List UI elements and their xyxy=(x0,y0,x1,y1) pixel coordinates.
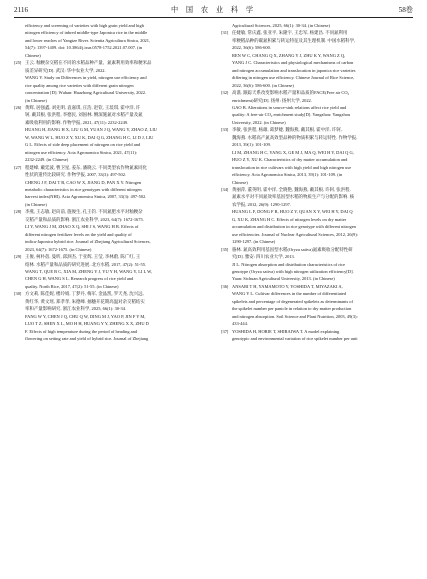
reference-entry xyxy=(221,283,413,328)
reference-line: 氮素水平对不同氮效率基因型水稻的物质生产与分配的影响. 核 xyxy=(232,194,355,200)
reference-line: quality. North Rice, 2017, 47(2): 51-55. (in Chinese) xyxy=(25,283,119,289)
reference-number: [29] xyxy=(14,254,22,260)
reference-line: University, 2022. (in Chinese) xyxy=(232,119,286,125)
reference-line: CHENG J F, DAI T B, CAO W X, JIANG D, PAN X Y. Nitrogen xyxy=(25,179,142,185)
reference-line: accumulation and distribution in rice genotype with different nitrogen xyxy=(232,224,356,230)
reference-line: and nitrogen accumulation and translocation in japonica rice varieties xyxy=(232,67,356,73)
reference-line: flowering on setting rate and yield of hybrid rice. Journal of Zhejiang xyxy=(25,336,149,342)
reference-line: 2232-2249. (in Chinese) xyxy=(25,157,69,163)
reference-line: 质差异研究[D]. 武汉: 华中农业大学, 2022. xyxy=(25,67,106,73)
reference-line: genotype (Oryza sativa) with high nitrogen utilization efficiency[D]. xyxy=(232,268,354,274)
reference-line: metabolic characteristics in rice genotypes with different nitrogen xyxy=(25,186,142,192)
reference-line: 交稻产量和品质的影响. 浙江农业科学, 2023, 64(7): 1672-1675. xyxy=(25,216,144,222)
reference-line: 性状的遗传比较研究. 作物学报, 2007, 33(3): 497-502. xyxy=(25,172,127,178)
reference-line: 李敏, 张洪程, 杨雄, 葛梦婕, 魏海燕, 戴其根, 霍中洋, 许轲, xyxy=(232,127,342,133)
reference-line: 黄红华, 黄文瑶, 郑孝孝, 朱德峰. 抽穗开花期高温对杂交稻结实 xyxy=(25,298,145,304)
header-rule xyxy=(14,17,413,18)
reference-line: LI M, ZHANG H C, YANG X, GE M J, MA Q, WEI H Y, DAI Q G, xyxy=(232,149,354,155)
reference-line: 2023, 64(7): 1672-1675. (in Chinese) xyxy=(25,246,92,252)
reference-entry xyxy=(221,29,413,89)
reference-line: 433-444. xyxy=(232,321,248,327)
reference-line: G, XU K, ZHANG H C. Effects of nitrogen levels on dry matter xyxy=(232,216,347,222)
reference-line: (in Chinese) xyxy=(25,201,47,207)
reference-line: 轲, 戴其根, 张洪程, 李德民, 刘国林. 侧深施氮对水稻产量及氮 xyxy=(25,112,143,118)
reference-line: Chinese) xyxy=(25,52,41,58)
reference-entry xyxy=(14,290,206,342)
reference-line: different nitrogen fertilizer levels on the yield and quality of xyxy=(25,231,132,237)
reference-entry xyxy=(14,164,206,209)
reference-line: LI Y, WANG J M, ZHAO X Q, SHI J S, WANG H B. Effects of xyxy=(25,224,139,230)
reference-entry xyxy=(14,208,206,253)
reference-entry xyxy=(221,328,413,343)
reference-line: efficiency. Acta Agronomica Sinica, 2013, 39(1): 101-109. (in xyxy=(232,172,343,178)
reference-line: HUANG L F, DONG F R, HUO Z Y, QUAN X Y, WEI H Y, DAI Q xyxy=(232,209,353,215)
reference-line: CHEN G H, WANG S L. Research progress of rice yield and xyxy=(25,276,134,282)
reference-line: the spikelet number per panicle in relation to dry matter production xyxy=(232,306,352,312)
reference-number: [36] xyxy=(221,283,229,289)
reference-line: 绍林. 水稻产量和品质的研究进展. 北方水稻, 2017, 47(2): 51-55. xyxy=(25,261,147,267)
reference-line: YANG J C. Characteristics and physiological mechanisms of carbon xyxy=(232,60,354,66)
reference-number: [30] xyxy=(14,291,22,297)
reference-line: and nitrogen absorption. Soil Science and Plant Nutrition, 2003, 49(3): xyxy=(232,313,358,319)
reference-line: LUO T Z, SHEN X L, MO H H, HUANG Y Y, ZHENG X X, ZHU D xyxy=(25,321,149,327)
reference-line: JI L. Nitrogen absorption and distribution characteristics of rice xyxy=(232,261,346,267)
reference-line: 魏海燕. 水稻高产氮高效型品种的物质积累与转运特性. 作物学报, xyxy=(232,134,358,140)
reference-line: concentration [D]. Wuhan: Huazhong Agricultural University, 2022. xyxy=(25,90,147,96)
reference-line: Chinese) xyxy=(232,179,248,185)
reference-entry xyxy=(14,104,206,164)
reference-line: ANSARI T H, YAMAMOTO Y, YOSHIDA T, MIYAZAKI A, xyxy=(232,283,343,289)
reference-line: 李燕, 王志敏, 赵向前, 施俊生, 孔王钧. 不同氮肥水平对籼粳杂 xyxy=(25,209,143,215)
reference-entry xyxy=(221,22,413,29)
reference-line: WANG Y L. Cultivar differences in the number of differentiated xyxy=(232,291,347,297)
reference-line: 素吸收利用的影响. 作物学报, 2021, 47(11): 2232-2249. xyxy=(25,119,129,125)
reference-line: F. Effects of high temperature during the period of heading and xyxy=(25,328,138,334)
reference-line: translocation in rice cultivars with high yield and high nitrogen use xyxy=(232,164,352,170)
reference-number: [28] xyxy=(14,209,22,215)
reference-line: 54(7): 1397-1409. doi: 10.3864/j.issn.0578-1752.2021.07.007. (in xyxy=(25,45,143,51)
reference-number: [33] xyxy=(221,127,229,133)
reference-line: HUANG H, JIANG H X, LIU G M, YUAN J Q, WANG Y, ZHAO Z, LIU xyxy=(25,127,158,133)
reference-entry xyxy=(14,22,206,59)
reference-line: Yaan: Sichuan Agricultural University, 2013. (in Chinese) xyxy=(232,276,335,282)
reference-line: 1290-1297. (in Chinese) xyxy=(232,239,276,245)
reference-entry xyxy=(14,59,206,104)
reference-line: 2013, 39(1): 101-109. xyxy=(232,142,271,148)
reference-line: 王云. 籼粳杂交稻在不同的水稻品种产量、氮素利用效率和粳米品 xyxy=(25,60,152,66)
right-column xyxy=(221,22,413,342)
page-number: 2116 xyxy=(14,6,29,14)
reference-entry xyxy=(221,186,413,246)
reference-line: genotypic and environmental variation of rice spikelet number per unit xyxy=(232,336,358,342)
reference-line: G L. Effects of side deep placement of nitrogen on rice yield and xyxy=(25,142,141,148)
journal-title: 中 国 农 业 科 学 xyxy=(170,6,257,14)
volume-label: 58卷 xyxy=(398,6,413,14)
reference-line: W, WANG W L, HUO Z Y, XU K, DAI Q G, ZHANG H C, LI D J, LIU xyxy=(25,134,154,140)
reference-line: differing in nitrogen use efficiency. Chinese Journal of Rice Science, xyxy=(232,75,355,81)
reference-line: nitrogen use efficiency. Acta Agronomica Sinica, 2021, 47(11): xyxy=(25,149,138,155)
reference-line: WANG Y. Study on Differences in yield, nitrogen use efficiency and xyxy=(25,75,147,81)
left-column xyxy=(14,22,206,342)
reference-entry xyxy=(221,126,413,186)
reference-line: FANG W Y, CHEN J Q, CHU Q W, DING M J, YAO P, JIN F Y M, xyxy=(25,313,146,319)
reference-line: REN W C, CHANG Q X, ZHANG Y J, ZHU K Y, WANG Z Q, xyxy=(232,52,346,58)
reference-line: HUO Z Y, XU K. Characteristics of dry matter accumulation and xyxy=(232,157,348,163)
reference-line: efficiency and screening of varieties with high grain yield and high xyxy=(25,23,144,28)
reference-line: 程建峰, 戴廷波, 曹卫星, 姜东, 潘晓云. 不同类型农作物氮素同化 xyxy=(25,164,148,170)
reference-line: indica-Japonica hybrid rice. Journal of Zhejiang Agricultural Sciences, xyxy=(25,239,151,245)
reference-line: 率粳稻品种的碳氮积累与转运特征及其生理机制. 中国水稻科学, xyxy=(232,37,356,43)
reference-line: Agricultural Sciences, 2025, 66(1): 30-34. (in Chinese) xyxy=(232,23,330,28)
reference-line: rice quality among rice varieties with different grain nitrogen xyxy=(25,82,134,88)
reference-line: 高谯. 跟踪天系改变影响水稻产量和品质的FACE(Free air CO₂ xyxy=(232,90,350,96)
reference-number: [25] xyxy=(14,60,22,66)
reference-line: 究[D]. 雅安: 四川农业大学, 2013. xyxy=(232,254,295,260)
reference-number: [31] xyxy=(221,30,229,36)
reference-line: WANG T, QUE B C, XIA M, ZHENG Y J, YU Y H, WANG Y, LI L W, xyxy=(25,268,152,274)
reference-number: [26] xyxy=(14,104,22,110)
reference-line: 黄丽萍, 董英明, 霍中洋, 全晓艳, 魏海燕, 戴其根, 许轲, 张洪程. xyxy=(232,186,351,192)
reference-line: enrichment)研究[D]. 扬州: 扬州大学, 2022. xyxy=(232,97,312,103)
reference-line: 任婕敏, 常庆鑫, 张亚平, 朱隆宇, 王忠军, 杨建昌. 不同氮利用 xyxy=(232,30,348,36)
reference-entry xyxy=(221,246,413,283)
reference-line: harvest index(NHI). Acta Agronomica Sinica, 2007, 33(3): 497-502. xyxy=(25,194,147,200)
reference-line: nitrogen efficiency of inbred middle-type Japonica rice in the middle xyxy=(25,30,148,36)
reference-number: [34] xyxy=(221,186,229,192)
reference-entry xyxy=(221,89,413,126)
reference-line: use efficiencies. Journal of Nuclear Agricultural Sciences, 2012, 26(9): xyxy=(232,231,358,237)
reference-number: [37] xyxy=(221,328,229,334)
reference-line: 农学报, 2012, 26(9): 1290-1297. xyxy=(232,201,291,207)
reference-line: 2022, 36(6): 586-600. xyxy=(232,45,271,51)
reference-number: [35] xyxy=(221,246,229,252)
reference-line: YOSHIDA H, HORIE T, SHIRAIWA T. A model explaining xyxy=(232,328,340,334)
page-header xyxy=(14,4,413,17)
reference-line: 方文莉, 陈佳妮, 楼玲娟, 丁梦丹, 梅军, 金晶凯, 罗天尧, 沈兴远, xyxy=(25,291,144,297)
reference-line: quality: A free-air CO₂ enrichment study[D]. Yangzhou: Yangzhou xyxy=(232,112,351,118)
reference-entry xyxy=(14,253,206,290)
reference-line: 率和产量影响研究. 浙江农业科学, 2025, 66(1): 30-34. xyxy=(25,306,127,312)
reference-number: [32] xyxy=(221,90,229,96)
reference-line: and lower reaches of Yangtze River. Scientia Agricultura Sinica, 2021, xyxy=(25,37,151,43)
reference-line: 王俊, 柯朴蓓, 曼昕, 邱泗杰, 于亚辉, 王莹, 李林蔚, 陈广红, 王 xyxy=(25,254,141,260)
reference-number: [27] xyxy=(14,164,22,170)
reference-line: 2022, 36(6): 586-600. (in Chinese) xyxy=(232,82,294,88)
reference-line: 黄辉, 居强鑫, 刘先明, 袁嘉琪, 庄浩, 赵钦, 王琰琪, 霍中洋, 许 xyxy=(25,104,141,110)
reference-line: spikelets and percentage of degenerated spikelets as determinants of xyxy=(232,298,353,304)
reference-line: GAO B. Alterations in source-sink relations affect rice yield and xyxy=(232,104,347,110)
reference-line: (in Chinese) xyxy=(25,97,47,103)
reference-line: 骆林. 氮高效利用基因型水稻(Oryza sativa)氮素吸收分配特性研 xyxy=(232,246,353,252)
